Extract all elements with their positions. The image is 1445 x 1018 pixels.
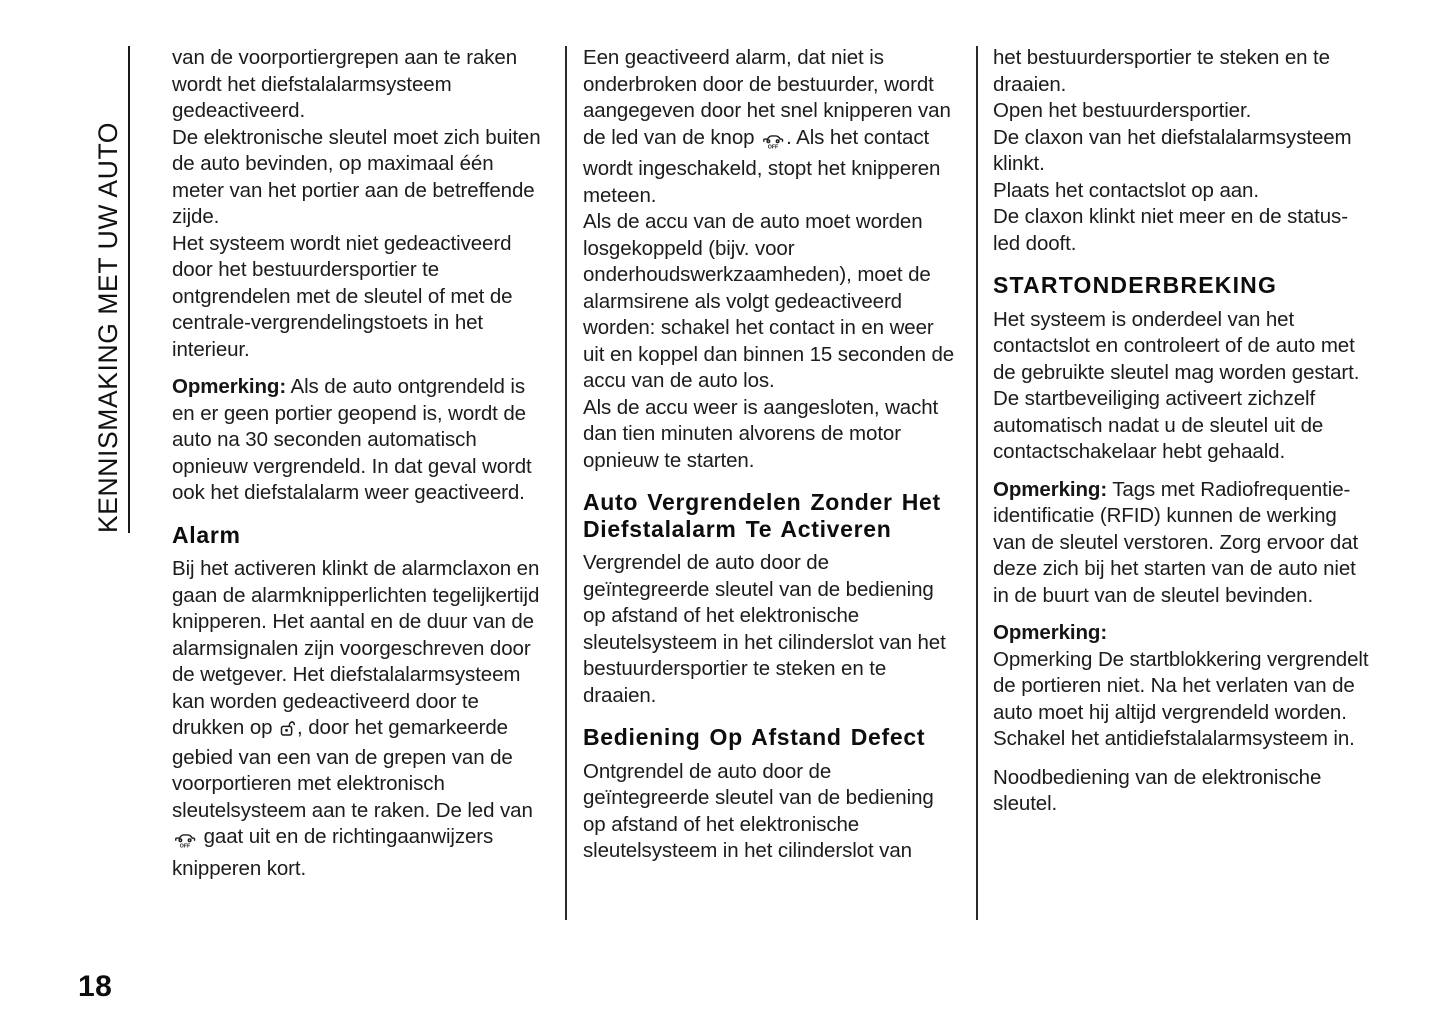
note-label: Opmerking:: [993, 621, 1108, 644]
paragraph: [583, 45, 956, 209]
paragraph: De claxon klinkt niet meer en de status-led dooft.: [993, 205, 1348, 255]
section-heading-auto-vergrendelen: Auto Vergrendelen Zonder Het Diefstalalarm Te Activeren: [583, 489, 941, 542]
paragraph: Ontgrendel de auto door de geïntegreerde sleutel van de bediening op afstand of het elektronische sleutelsysteem in het cilinderslot van: [583, 759, 934, 862]
chapter-title-underline: [128, 46, 130, 533]
note-text: Tags met Radiofrequentie-identificatie (RFID) kunnen de werking van de sleutel verstoren. Zorg ervoor dat deze zich bij het starten van de auto niet in de buurt van de sleutel bevinden.: [993, 477, 1359, 607]
paragraph-text: gaat uit en de richtingaanwijzers knipperen kort.: [172, 825, 494, 880]
column-divider: [976, 46, 978, 920]
paragraph: De claxon van het diefstalalarmsysteem klinkt.: [993, 125, 1352, 175]
svg-text:OFF: OFF: [179, 843, 191, 848]
paragraph-text: Een geactiveerd alarm, dat niet is onderbroken door de bestuurder, wordt aangegeven door het snel knipperen van de led van de knop: [583, 46, 951, 149]
chapter-title-vertical: KENNISMAKING MET UW AUTO: [93, 122, 123, 533]
note-text: Opmerking De startblokkering vergrendelt de portieren niet. Na het verlaten van de auto moet hij altijd vergrendeld worden.: [993, 647, 1369, 724]
section-heading-alarm: Alarm: [172, 521, 241, 548]
text-column-3: [993, 45, 1374, 818]
paragraph: Als de accu van de auto moet worden losgekoppeld (bijv. voor onderhoudswerkzaamheden), moet de alarmsirene als volgt gedeactiveerd worden: schakel het contact in en weer uit en koppel dan binnen 15 seconden de accu van de auto los.: [583, 210, 955, 392]
note-label: Opmerking:: [172, 375, 287, 398]
unlock-icon: [280, 718, 295, 745]
text-column-2: [583, 45, 956, 865]
note-label: Opmerking:: [993, 477, 1108, 501]
paragraph: Als de accu weer is aangesloten, wacht dan tien minuten alvorens de motor opnieuw te starten.: [583, 395, 939, 472]
paragraph: van de voorportiergrepen aan te raken wordt het diefstalalarmsysteem gedeactiveerd.: [172, 46, 518, 122]
column-divider: [565, 46, 567, 920]
paragraph-text: . Als het contact wordt ingeschakeld, stopt het knipperen meteen.: [583, 125, 941, 207]
note-paragraph: [172, 374, 542, 507]
note-paragraph: [993, 620, 1374, 753]
paragraph: Open het bestuurdersportier.: [993, 99, 1252, 122]
car-alarm-off-icon: [762, 130, 784, 157]
paragraph: De elektronische sleutel moet zich buiten de auto bevinden, op maximaal één meter van het portier aan de betreffende zijde.: [172, 125, 541, 228]
paragraph: De startbeveiliging activeert zichzelf automatisch nadat u de sleutel uit de contactschakelaar hebt gehaald.: [993, 387, 1324, 463]
paragraph: Plaats het contactslot op aan.: [993, 178, 1259, 202]
car-alarm-off-icon: [174, 829, 196, 856]
paragraph: [172, 556, 542, 882]
paragraph: het bestuurdersportier te steken en te draaien.: [993, 46, 1330, 96]
text-column-1: [172, 45, 542, 882]
paragraph-text: , door het gemarkeerde gebied van een van de grepen van de voorportieren met elektronisch sleutelsysteem aan te raken. De led van: [172, 716, 533, 822]
page-number: 18: [78, 970, 113, 1003]
note-paragraph: [993, 477, 1374, 610]
paragraph: Het systeem wordt niet gedeactiveerd door het bestuurdersportier te ontgrendelen met de sleutel of met de centrale-vergrendelingstoets in het interieur.: [172, 231, 513, 361]
svg-text:OFF: OFF: [767, 143, 779, 149]
paragraph-text: Bij het activeren klinkt de alarmclaxon en gaan de alarmknipperlichten tegelijkertijd knipperen. Het aantal en de duur van de alarmsignalen zijn voorgeschreven door de wetgever. Het diefstalalarmsysteem kan worden gedeactiveerd door te drukken op: [172, 557, 540, 739]
note-text: Schakel het antidiefstalalarmsysteem in.: [993, 727, 1355, 750]
paragraph: Vergrendel de auto door de geïntegreerde sleutel van de bediening op afstand of het elektronische sleutelsysteem in het cilinderslot van het bestuurdersportier te steken en te draaien.: [583, 551, 946, 707]
section-heading-bediening-defect: Bediening Op Afstand Defect: [583, 724, 926, 750]
paragraph: Het systeem is onderdeel van het contactslot en controleert of de auto met de gebruikte sleutel mag worden gestart.: [993, 307, 1360, 384]
paragraph: Noodbediening van de elektronische sleutel.: [993, 765, 1322, 815]
section-heading-startonderbreking: STARTONDERBREKING: [993, 272, 1278, 298]
note-text: Als de auto ontgrendeld is en er geen portier geopend is, wordt de auto na 30 seconden automatisch opnieuw vergrendeld. In dat geval wordt ook het diefstalalarm weer geactiveerd.: [172, 375, 532, 504]
